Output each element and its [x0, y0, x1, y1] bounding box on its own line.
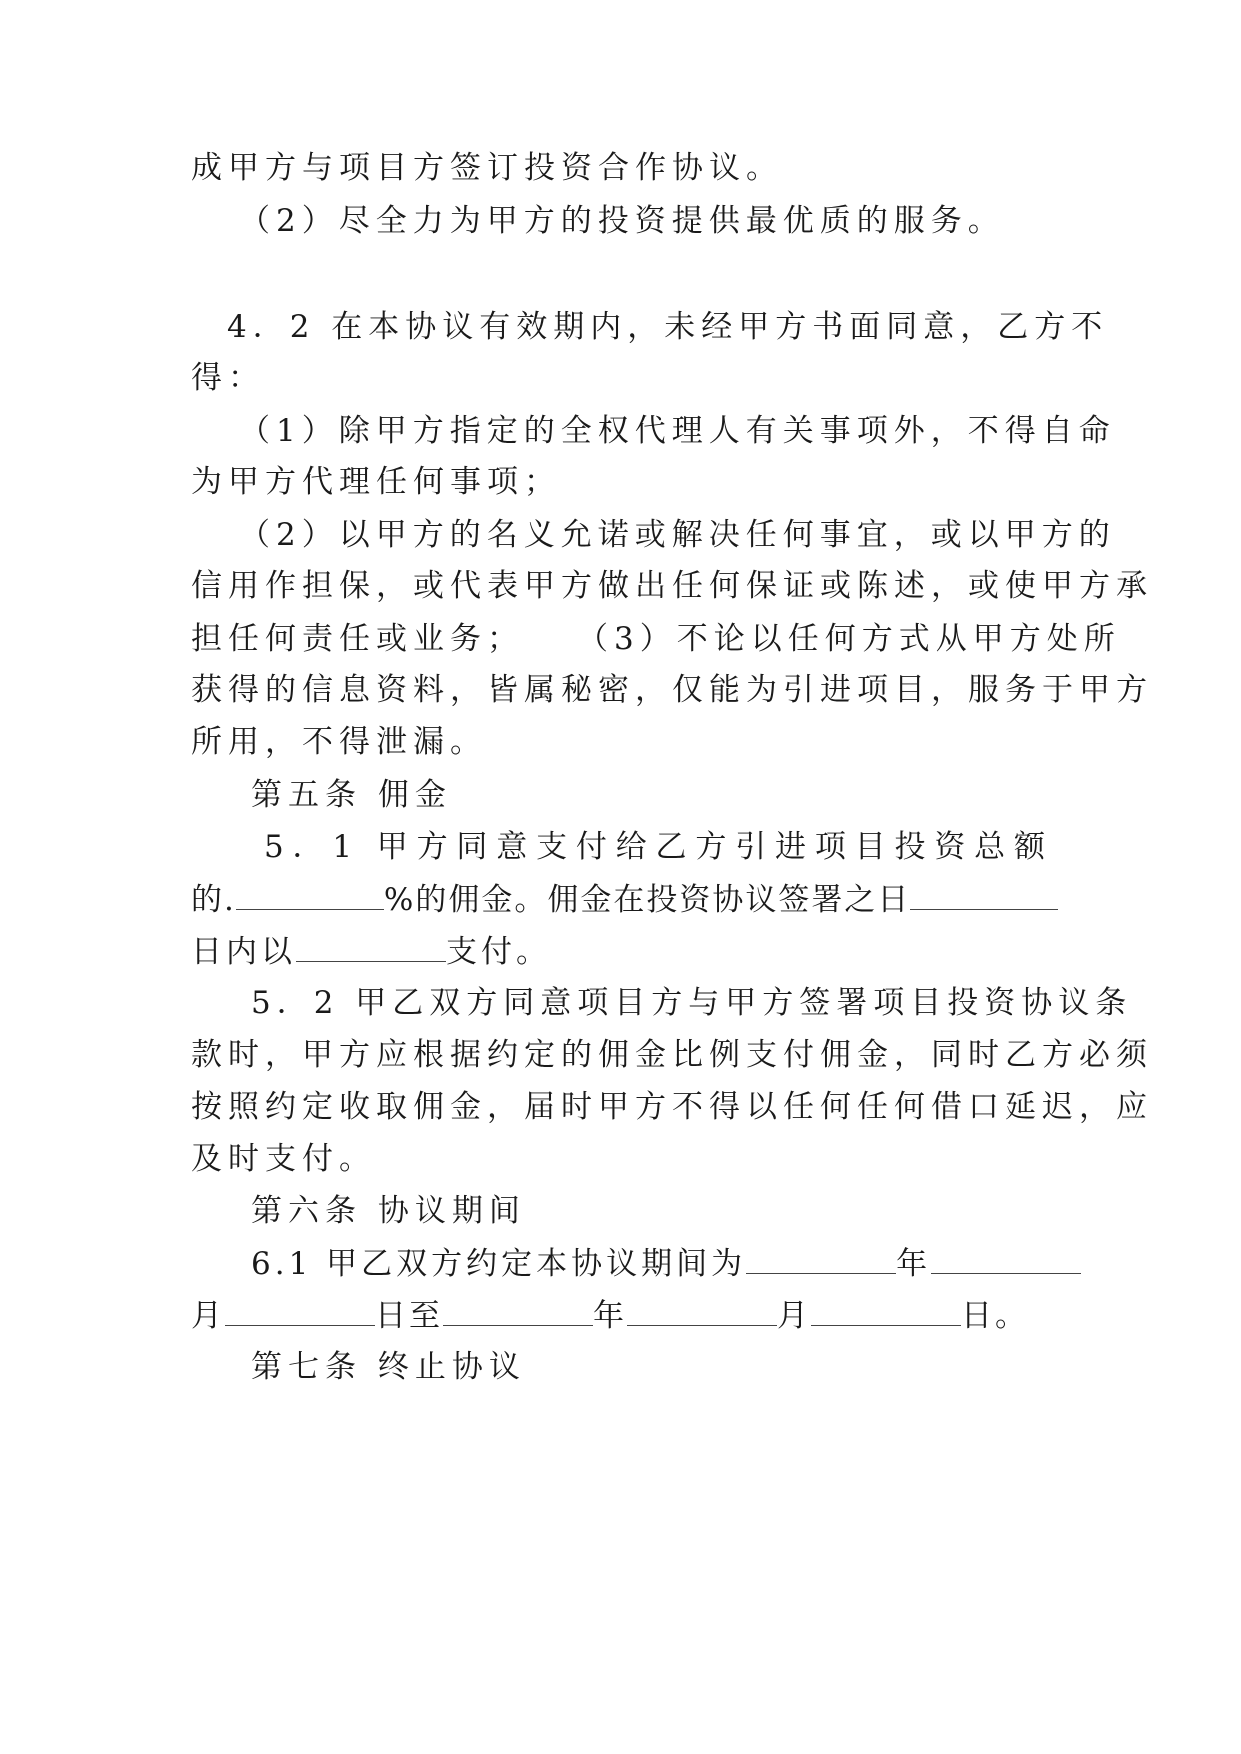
- paragraph-line: 成甲方与项目方签订投资合作协议。: [191, 150, 783, 186]
- paragraph-line: 获得的信息资料，皆属秘密，仅能为引进项目，服务于甲方: [191, 672, 1153, 708]
- paragraph-line: 为甲方代理任何事项；: [191, 464, 561, 500]
- article-5-heading: 第五条 佣金: [251, 777, 452, 813]
- commission-rate-blank: [236, 879, 384, 910]
- paragraph-line: 得：: [191, 360, 265, 396]
- payment-days-blank: [910, 879, 1058, 910]
- end-year-blank: [443, 1295, 593, 1326]
- paragraph-line: 信用作担保，或代表甲方做出任何保证或陈述，或使甲方承: [191, 568, 1153, 604]
- paragraph-line: 款时，甲方应根据约定的佣金比例支付佣金，同时乙方必须: [191, 1037, 1153, 1073]
- clause-5-1-payment-line: 日内以 支付。: [191, 931, 1051, 972]
- paragraph-line: （3）不论以任何方式从甲方处所: [577, 621, 1121, 657]
- clause-6-1-period-line: 月 日至 年 月 日。: [191, 1295, 1051, 1336]
- payment-method-blank: [296, 931, 446, 962]
- clause-4-2-line: 4．2 在本协议有效期内，未经甲方书面同意，乙方不: [227, 309, 1109, 345]
- paragraph-line: 所用，不得泄漏。: [191, 724, 487, 760]
- paragraph-line: （2）以甲方的名义允诺或解决任何事宜，或以甲方的: [239, 517, 1116, 553]
- clause-5-2-line: 5．2 甲乙双方同意项目方与甲方签署项目投资协议条: [251, 985, 1133, 1021]
- paragraph-line: 及时支付。: [191, 1141, 376, 1177]
- end-month-blank: [627, 1295, 777, 1326]
- start-year-blank: [746, 1243, 896, 1274]
- paragraph-line: （1）除甲方指定的全权代理人有关事项外，不得自命: [239, 413, 1116, 449]
- clause-5-1-line: 5．1 甲方同意支付给乙方引进项目投资总额: [264, 829, 1051, 865]
- paragraph-line: 按照约定收取佣金，届时甲方不得以任何任何借口延迟，应: [191, 1089, 1153, 1125]
- clause-6-1-line: 6.1 甲乙双方约定本协议期间为 年: [251, 1243, 1051, 1284]
- start-day-blank: [225, 1295, 375, 1326]
- start-month-blank: [931, 1243, 1081, 1274]
- paragraph-line: （2）尽全力为甲方的投资提供最优质的服务。: [239, 203, 1005, 239]
- article-6-heading: 第六条 协议期间: [251, 1193, 526, 1229]
- clause-5-1-rate-line: 的. %的佣金。佣金在投资协议签署之日: [191, 879, 1051, 920]
- paragraph-line: 担任何责任或业务；: [191, 621, 524, 657]
- end-day-blank: [811, 1295, 961, 1326]
- article-7-heading: 第七条 终止协议: [251, 1349, 526, 1385]
